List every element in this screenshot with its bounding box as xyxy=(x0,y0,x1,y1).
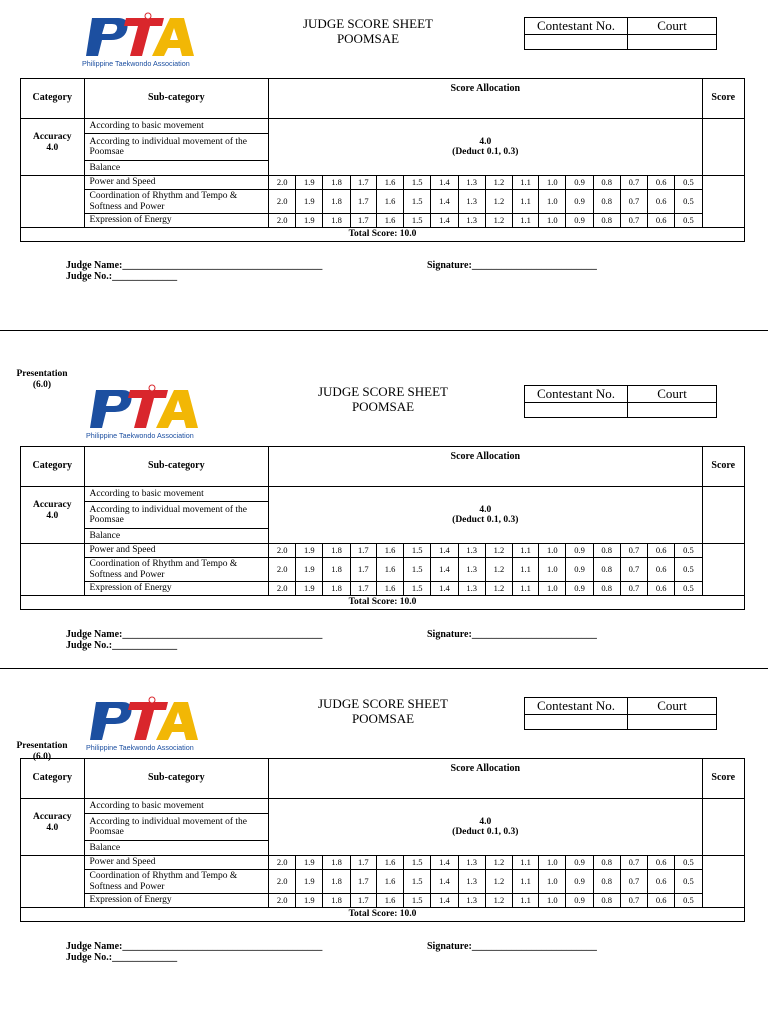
scale-cell[interactable]: 1.8 xyxy=(323,176,350,190)
sheet-title-line2: POOMSAE xyxy=(351,711,415,726)
scale-cell[interactable]: 0.7 xyxy=(620,214,647,228)
scale-cell[interactable]: 0.8 xyxy=(593,214,620,228)
signature-field[interactable]: Signature:_________________________ xyxy=(427,941,597,952)
accuracy-label: Accuracy xyxy=(33,500,72,510)
scale-cell[interactable]: 1.1 xyxy=(512,214,538,228)
category-header: Category xyxy=(21,759,85,799)
scale-cell[interactable]: 0.6 xyxy=(648,856,675,870)
sheet-title-line2: POOMSAE xyxy=(351,399,415,414)
accuracy-item: Balance xyxy=(84,841,269,856)
scale-cell[interactable]: 1.0 xyxy=(539,558,566,582)
scale-cell[interactable]: 0.7 xyxy=(620,870,647,894)
presentation-score-field[interactable] xyxy=(702,856,744,908)
scale-cell[interactable]: 1.3 xyxy=(458,894,485,908)
scale-cell[interactable]: 1.6 xyxy=(376,894,403,908)
judge-number-field[interactable]: Judge No.:_____________ xyxy=(66,640,178,651)
signature-field[interactable]: Signature:_________________________ xyxy=(427,629,597,640)
subcategory-header: Sub-category xyxy=(84,79,269,119)
scale-cell[interactable]: 1.2 xyxy=(485,176,512,190)
presentation-item: Expression of Energy xyxy=(84,214,269,228)
scale-cell[interactable]: 0.9 xyxy=(566,856,593,870)
scale-cell[interactable]: 0.6 xyxy=(648,190,675,214)
accuracy-category xyxy=(21,799,85,856)
scale-cell[interactable]: 0.7 xyxy=(620,190,647,214)
accuracy-score-field[interactable] xyxy=(702,799,744,856)
scale-cell[interactable]: 1.0 xyxy=(539,544,566,558)
accuracy-points: 4.0 xyxy=(46,142,59,153)
scale-cell[interactable]: 0.9 xyxy=(566,894,593,908)
scale-cell[interactable]: 0.5 xyxy=(675,870,702,894)
scale-cell[interactable]: 1.5 xyxy=(404,544,431,558)
scale-cell[interactable]: 1.4 xyxy=(431,582,458,596)
scale-cell[interactable]: 0.8 xyxy=(593,870,620,894)
scale-cell[interactable]: 0.7 xyxy=(620,582,647,596)
scale-cell[interactable]: 0.6 xyxy=(648,558,675,582)
scale-cell[interactable]: 1.7 xyxy=(350,544,376,558)
scale-cell[interactable]: 0.6 xyxy=(648,176,675,190)
accuracy-row-1 xyxy=(21,487,745,502)
scale-cell[interactable]: 1.5 xyxy=(404,894,431,908)
contestant-no-label: Contestant No. xyxy=(525,386,628,403)
scale-cell[interactable]: 2.0 xyxy=(269,176,296,190)
score-table xyxy=(20,758,745,922)
presentation-item: Power and Speed xyxy=(84,176,269,190)
scale-cell[interactable]: 1.3 xyxy=(458,214,485,228)
scale-cell[interactable]: 1.7 xyxy=(350,856,376,870)
scale-cell[interactable]: 1.7 xyxy=(350,558,376,582)
scale-cell[interactable]: 1.8 xyxy=(323,870,350,894)
scale-cell[interactable]: 1.4 xyxy=(431,544,458,558)
score-header: Score xyxy=(702,79,744,119)
scale-cell[interactable]: 2.0 xyxy=(269,544,296,558)
scale-cell[interactable]: 0.5 xyxy=(675,894,702,908)
score-allocation-header: Score Allocation xyxy=(269,447,703,487)
subcategory-header: Sub-category xyxy=(84,759,269,799)
scale-cell[interactable]: 0.8 xyxy=(593,894,620,908)
scale-cell[interactable]: 1.1 xyxy=(512,582,538,596)
scale-cell[interactable]: 0.9 xyxy=(566,558,593,582)
scale-cell[interactable]: 1.6 xyxy=(376,582,403,596)
contestant-no-field[interactable] xyxy=(525,715,628,730)
accuracy-score-field[interactable] xyxy=(702,487,744,544)
presentation-label-points: (6.0) xyxy=(32,752,52,762)
accuracy-row-1 xyxy=(21,799,745,814)
sheet-title xyxy=(283,696,483,726)
accuracy-alloc-deduct: (Deduct 0.1, 0.3) xyxy=(452,515,519,525)
contestant-no-label: Contestant No. xyxy=(525,698,628,715)
presentation-item: Expression of Energy xyxy=(84,582,269,596)
accuracy-item: According to basic movement xyxy=(84,487,269,502)
scale-cell[interactable]: 2.0 xyxy=(269,856,296,870)
sheet-title xyxy=(283,384,483,414)
court-label: Court xyxy=(628,698,717,715)
scale-cell[interactable]: 2.0 xyxy=(269,558,296,582)
scale-cell[interactable]: 1.2 xyxy=(485,190,512,214)
judge-number-field[interactable]: Judge No.:_____________ xyxy=(66,271,178,282)
header-row xyxy=(21,447,745,487)
presentation-label xyxy=(10,369,74,391)
scale-cell[interactable]: 1.4 xyxy=(431,894,458,908)
court-field[interactable] xyxy=(628,403,717,418)
scale-cell[interactable]: 1.0 xyxy=(539,214,566,228)
scale-cell[interactable]: 1.5 xyxy=(404,214,431,228)
scale-cell[interactable]: 0.7 xyxy=(620,894,647,908)
accuracy-category xyxy=(21,487,85,544)
scale-cell[interactable]: 1.4 xyxy=(431,176,458,190)
presentation-row-1 xyxy=(21,856,745,870)
scale-cell[interactable]: 1.7 xyxy=(350,894,376,908)
scale-cell[interactable]: 1.0 xyxy=(539,870,566,894)
scale-cell[interactable]: 0.6 xyxy=(648,214,675,228)
scale-cell[interactable]: 1.4 xyxy=(431,870,458,894)
category-header: Category xyxy=(21,447,85,487)
pta-logo-icon xyxy=(82,382,212,440)
scale-cell[interactable]: 1.8 xyxy=(323,582,350,596)
scale-cell[interactable]: 1.3 xyxy=(458,544,485,558)
presentation-row-2 xyxy=(21,558,745,582)
scale-cell[interactable]: 1.8 xyxy=(323,558,350,582)
scale-cell[interactable]: 0.9 xyxy=(566,582,593,596)
accuracy-allocation xyxy=(269,799,703,856)
sheet-title-line1: JUDGE SCORE SHEET xyxy=(317,696,448,711)
judge-block xyxy=(66,941,322,963)
scale-cell[interactable]: 1.1 xyxy=(512,856,538,870)
scale-cell[interactable]: 0.6 xyxy=(648,582,675,596)
subcategory-header: Sub-category xyxy=(84,447,269,487)
scale-cell[interactable]: 1.5 xyxy=(404,190,431,214)
accuracy-points: 4.0 xyxy=(46,822,59,833)
scale-cell[interactable]: 1.6 xyxy=(376,176,403,190)
scale-cell[interactable]: 0.8 xyxy=(593,176,620,190)
contestant-court-box xyxy=(524,697,717,730)
scale-cell[interactable]: 0.9 xyxy=(566,870,593,894)
scale-cell[interactable]: 1.4 xyxy=(431,856,458,870)
logo-letter-p xyxy=(90,390,132,428)
scale-cell[interactable]: 1.7 xyxy=(350,214,376,228)
total-row xyxy=(21,908,745,922)
scale-cell[interactable]: 1.1 xyxy=(512,870,538,894)
pta-logo xyxy=(82,694,212,752)
scale-cell[interactable]: 0.9 xyxy=(566,214,593,228)
scale-cell[interactable]: 0.7 xyxy=(620,558,647,582)
accuracy-alloc-value: 4.0 xyxy=(479,136,492,147)
logo-letter-p xyxy=(90,702,132,740)
scale-cell[interactable]: 1.9 xyxy=(296,582,323,596)
scale-cell[interactable]: 1.7 xyxy=(350,176,376,190)
accuracy-label: Accuracy xyxy=(33,812,72,822)
scale-cell[interactable]: 2.0 xyxy=(269,870,296,894)
presentation-item: Coordination of Rhythm and Tempo & Softness and Power xyxy=(84,870,269,894)
scale-cell[interactable]: 1.6 xyxy=(376,544,403,558)
accuracy-alloc-deduct: (Deduct 0.1, 0.3) xyxy=(452,827,519,837)
scale-cell[interactable]: 1.2 xyxy=(485,582,512,596)
pta-logo-icon xyxy=(82,694,212,752)
score-header: Score xyxy=(702,759,744,799)
scale-cell[interactable]: 1.6 xyxy=(376,870,403,894)
scale-cell[interactable]: 1.5 xyxy=(404,870,431,894)
score-header: Score xyxy=(702,447,744,487)
sheet-title-line2: POOMSAE xyxy=(336,31,400,46)
scale-cell[interactable]: 1.9 xyxy=(296,176,323,190)
scale-cell[interactable]: 1.5 xyxy=(404,558,431,582)
judge-number-field[interactable]: Judge No.:_____________ xyxy=(66,952,178,963)
total-row xyxy=(21,596,745,610)
logo-caption: Philippine Taekwondo Association xyxy=(86,431,194,440)
scale-cell[interactable]: 1.3 xyxy=(458,176,485,190)
scale-cell[interactable]: 0.7 xyxy=(620,544,647,558)
scale-cell[interactable]: 1.0 xyxy=(539,190,566,214)
total-score: Total Score: 10.0 xyxy=(21,908,745,922)
scale-cell[interactable]: 1.9 xyxy=(296,544,323,558)
accuracy-item: Balance xyxy=(84,161,269,176)
scale-cell[interactable]: 1.4 xyxy=(431,214,458,228)
scale-cell[interactable]: 1.4 xyxy=(431,190,458,214)
scale-cell[interactable]: 1.5 xyxy=(404,856,431,870)
scale-cell[interactable]: 1.9 xyxy=(296,190,323,214)
accuracy-points: 4.0 xyxy=(46,510,59,521)
presentation-row-1 xyxy=(21,544,745,558)
scale-cell[interactable]: 1.9 xyxy=(296,856,323,870)
presentation-item: Coordination of Rhythm and Tempo & Softness and Power xyxy=(84,190,269,214)
contestant-no-label: Contestant No. xyxy=(525,18,628,35)
scale-cell[interactable]: 0.5 xyxy=(675,176,702,190)
scale-cell[interactable]: 1.9 xyxy=(296,558,323,582)
logo-caption: Philippine Taekwondo Association xyxy=(82,59,190,68)
scale-cell[interactable]: 1.8 xyxy=(323,214,350,228)
scale-cell[interactable]: 2.0 xyxy=(269,894,296,908)
scale-cell[interactable]: 0.5 xyxy=(675,558,702,582)
presentation-item: Power and Speed xyxy=(84,544,269,558)
accuracy-item: Balance xyxy=(84,529,269,544)
logo-caption: Philippine Taekwondo Association xyxy=(86,743,194,752)
scale-cell[interactable]: 1.3 xyxy=(458,856,485,870)
scale-cell[interactable]: 1.7 xyxy=(350,582,376,596)
presentation-label xyxy=(10,741,74,763)
scale-cell[interactable]: 1.2 xyxy=(485,870,512,894)
presentation-label-points: (6.0) xyxy=(32,380,52,390)
scale-cell[interactable]: 0.8 xyxy=(593,544,620,558)
cut-line xyxy=(0,330,768,331)
scale-cell[interactable]: 1.5 xyxy=(404,176,431,190)
pta-logo xyxy=(82,382,212,440)
scale-cell[interactable]: 1.2 xyxy=(485,558,512,582)
scale-cell[interactable]: 1.1 xyxy=(512,894,538,908)
scale-cell[interactable]: 1.8 xyxy=(323,544,350,558)
score-table xyxy=(20,446,745,610)
scale-cell[interactable]: 1.9 xyxy=(296,214,323,228)
accuracy-label: Accuracy xyxy=(33,132,72,142)
accuracy-item: According to basic movement xyxy=(84,119,269,134)
scale-cell[interactable]: 1.0 xyxy=(539,894,566,908)
scale-cell[interactable]: 0.8 xyxy=(593,856,620,870)
total-score: Total Score: 10.0 xyxy=(21,228,745,242)
scale-cell[interactable]: 0.8 xyxy=(593,190,620,214)
court-label: Court xyxy=(628,386,717,403)
court-label: Court xyxy=(628,18,717,35)
scale-cell[interactable]: 1.2 xyxy=(485,894,512,908)
contestant-court-box xyxy=(524,385,717,418)
accuracy-item: According to individual movement of the Poomsae xyxy=(84,814,269,841)
scale-cell[interactable]: 0.8 xyxy=(593,582,620,596)
scale-cell[interactable]: 0.5 xyxy=(675,544,702,558)
scale-cell[interactable]: 1.6 xyxy=(376,856,403,870)
scale-cell[interactable]: 2.0 xyxy=(269,214,296,228)
scale-cell[interactable]: 1.3 xyxy=(458,558,485,582)
accuracy-item: According to basic movement xyxy=(84,799,269,814)
judge-name-field[interactable]: Judge Name:________________________________________ xyxy=(66,941,323,952)
scale-cell[interactable]: 0.5 xyxy=(675,190,702,214)
presentation-item: Coordination of Rhythm and Tempo & Softness and Power xyxy=(84,558,269,582)
scale-cell[interactable]: 1.6 xyxy=(376,190,403,214)
scale-cell[interactable]: 1.3 xyxy=(458,870,485,894)
presentation-category xyxy=(21,856,85,908)
scale-cell[interactable]: 1.4 xyxy=(431,558,458,582)
scale-cell[interactable]: 1.1 xyxy=(512,558,538,582)
presentation-row-3 xyxy=(21,582,745,596)
accuracy-alloc-value: 4.0 xyxy=(479,504,492,515)
scale-cell[interactable]: 0.6 xyxy=(648,870,675,894)
scale-cell[interactable]: 0.9 xyxy=(566,544,593,558)
scale-cell[interactable]: 0.8 xyxy=(593,558,620,582)
accuracy-alloc-value: 4.0 xyxy=(479,816,492,827)
category-header: Category xyxy=(21,79,85,119)
scale-cell[interactable]: 1.1 xyxy=(512,544,538,558)
scale-cell[interactable]: 1.9 xyxy=(296,870,323,894)
court-field[interactable] xyxy=(628,715,717,730)
sheet-title-line1: JUDGE SCORE SHEET xyxy=(302,16,433,31)
scale-cell[interactable]: 0.7 xyxy=(620,176,647,190)
scale-cell[interactable]: 1.9 xyxy=(296,894,323,908)
scale-cell[interactable]: 0.6 xyxy=(648,544,675,558)
judge-name-field[interactable]: Judge Name:________________________________________ xyxy=(66,629,323,640)
presentation-item: Power and Speed xyxy=(84,856,269,870)
scale-cell[interactable]: 1.6 xyxy=(376,558,403,582)
presentation-score-field[interactable] xyxy=(702,544,744,596)
scale-cell[interactable]: 0.5 xyxy=(675,856,702,870)
scale-cell[interactable]: 0.5 xyxy=(675,214,702,228)
total-score: Total Score: 10.0 xyxy=(21,596,745,610)
scale-cell[interactable]: 1.7 xyxy=(350,870,376,894)
scale-cell[interactable]: 1.3 xyxy=(458,190,485,214)
presentation-label-title: Presentation xyxy=(16,369,68,379)
scale-cell[interactable]: 0.9 xyxy=(566,190,593,214)
scale-cell[interactable]: 1.2 xyxy=(485,856,512,870)
scale-cell[interactable]: 0.6 xyxy=(648,894,675,908)
scale-cell[interactable]: 1.1 xyxy=(512,190,538,214)
scale-cell[interactable]: 1.7 xyxy=(350,190,376,214)
scale-cell[interactable]: 1.2 xyxy=(485,544,512,558)
accuracy-alloc-deduct: (Deduct 0.1, 0.3) xyxy=(452,147,519,157)
presentation-category xyxy=(21,544,85,596)
contestant-no-field[interactable] xyxy=(525,403,628,418)
presentation-row-3 xyxy=(21,894,745,908)
cut-line xyxy=(0,668,768,669)
accuracy-item: According to individual movement of the Poomsae xyxy=(84,134,269,161)
scale-cell[interactable]: 1.3 xyxy=(458,582,485,596)
scale-cell[interactable]: 0.9 xyxy=(566,176,593,190)
scale-cell[interactable]: 1.6 xyxy=(376,214,403,228)
judge-name-field[interactable]: Judge Name:________________________________________ xyxy=(66,260,323,271)
presentation-item: Expression of Energy xyxy=(84,894,269,908)
accuracy-item: According to individual movement of the Poomsae xyxy=(84,502,269,529)
signature-field[interactable]: Signature:_________________________ xyxy=(427,260,597,271)
scale-cell[interactable]: 0.7 xyxy=(620,856,647,870)
presentation-label-title: Presentation xyxy=(16,741,68,751)
scale-cell[interactable]: 1.8 xyxy=(323,190,350,214)
scale-cell[interactable]: 1.2 xyxy=(485,214,512,228)
scale-cell[interactable]: 1.0 xyxy=(539,582,566,596)
sheet-title-line1: JUDGE SCORE SHEET xyxy=(317,384,448,399)
scale-cell[interactable]: 1.0 xyxy=(539,856,566,870)
accuracy-allocation xyxy=(269,487,703,544)
scale-cell[interactable]: 1.5 xyxy=(404,582,431,596)
scale-cell[interactable]: 2.0 xyxy=(269,190,296,214)
scale-cell[interactable]: 0.5 xyxy=(675,582,702,596)
scale-cell[interactable]: 1.1 xyxy=(512,176,538,190)
score-allocation-header: Score Allocation xyxy=(269,79,703,119)
header-row xyxy=(21,759,745,799)
scale-cell[interactable]: 2.0 xyxy=(269,582,296,596)
judge-block xyxy=(66,629,322,651)
score-allocation-header: Score Allocation xyxy=(269,759,703,799)
presentation-row-2 xyxy=(21,870,745,894)
scale-cell[interactable]: 1.0 xyxy=(539,176,566,190)
scale-cell[interactable]: 1.8 xyxy=(323,856,350,870)
scale-cell[interactable]: 1.8 xyxy=(323,894,350,908)
